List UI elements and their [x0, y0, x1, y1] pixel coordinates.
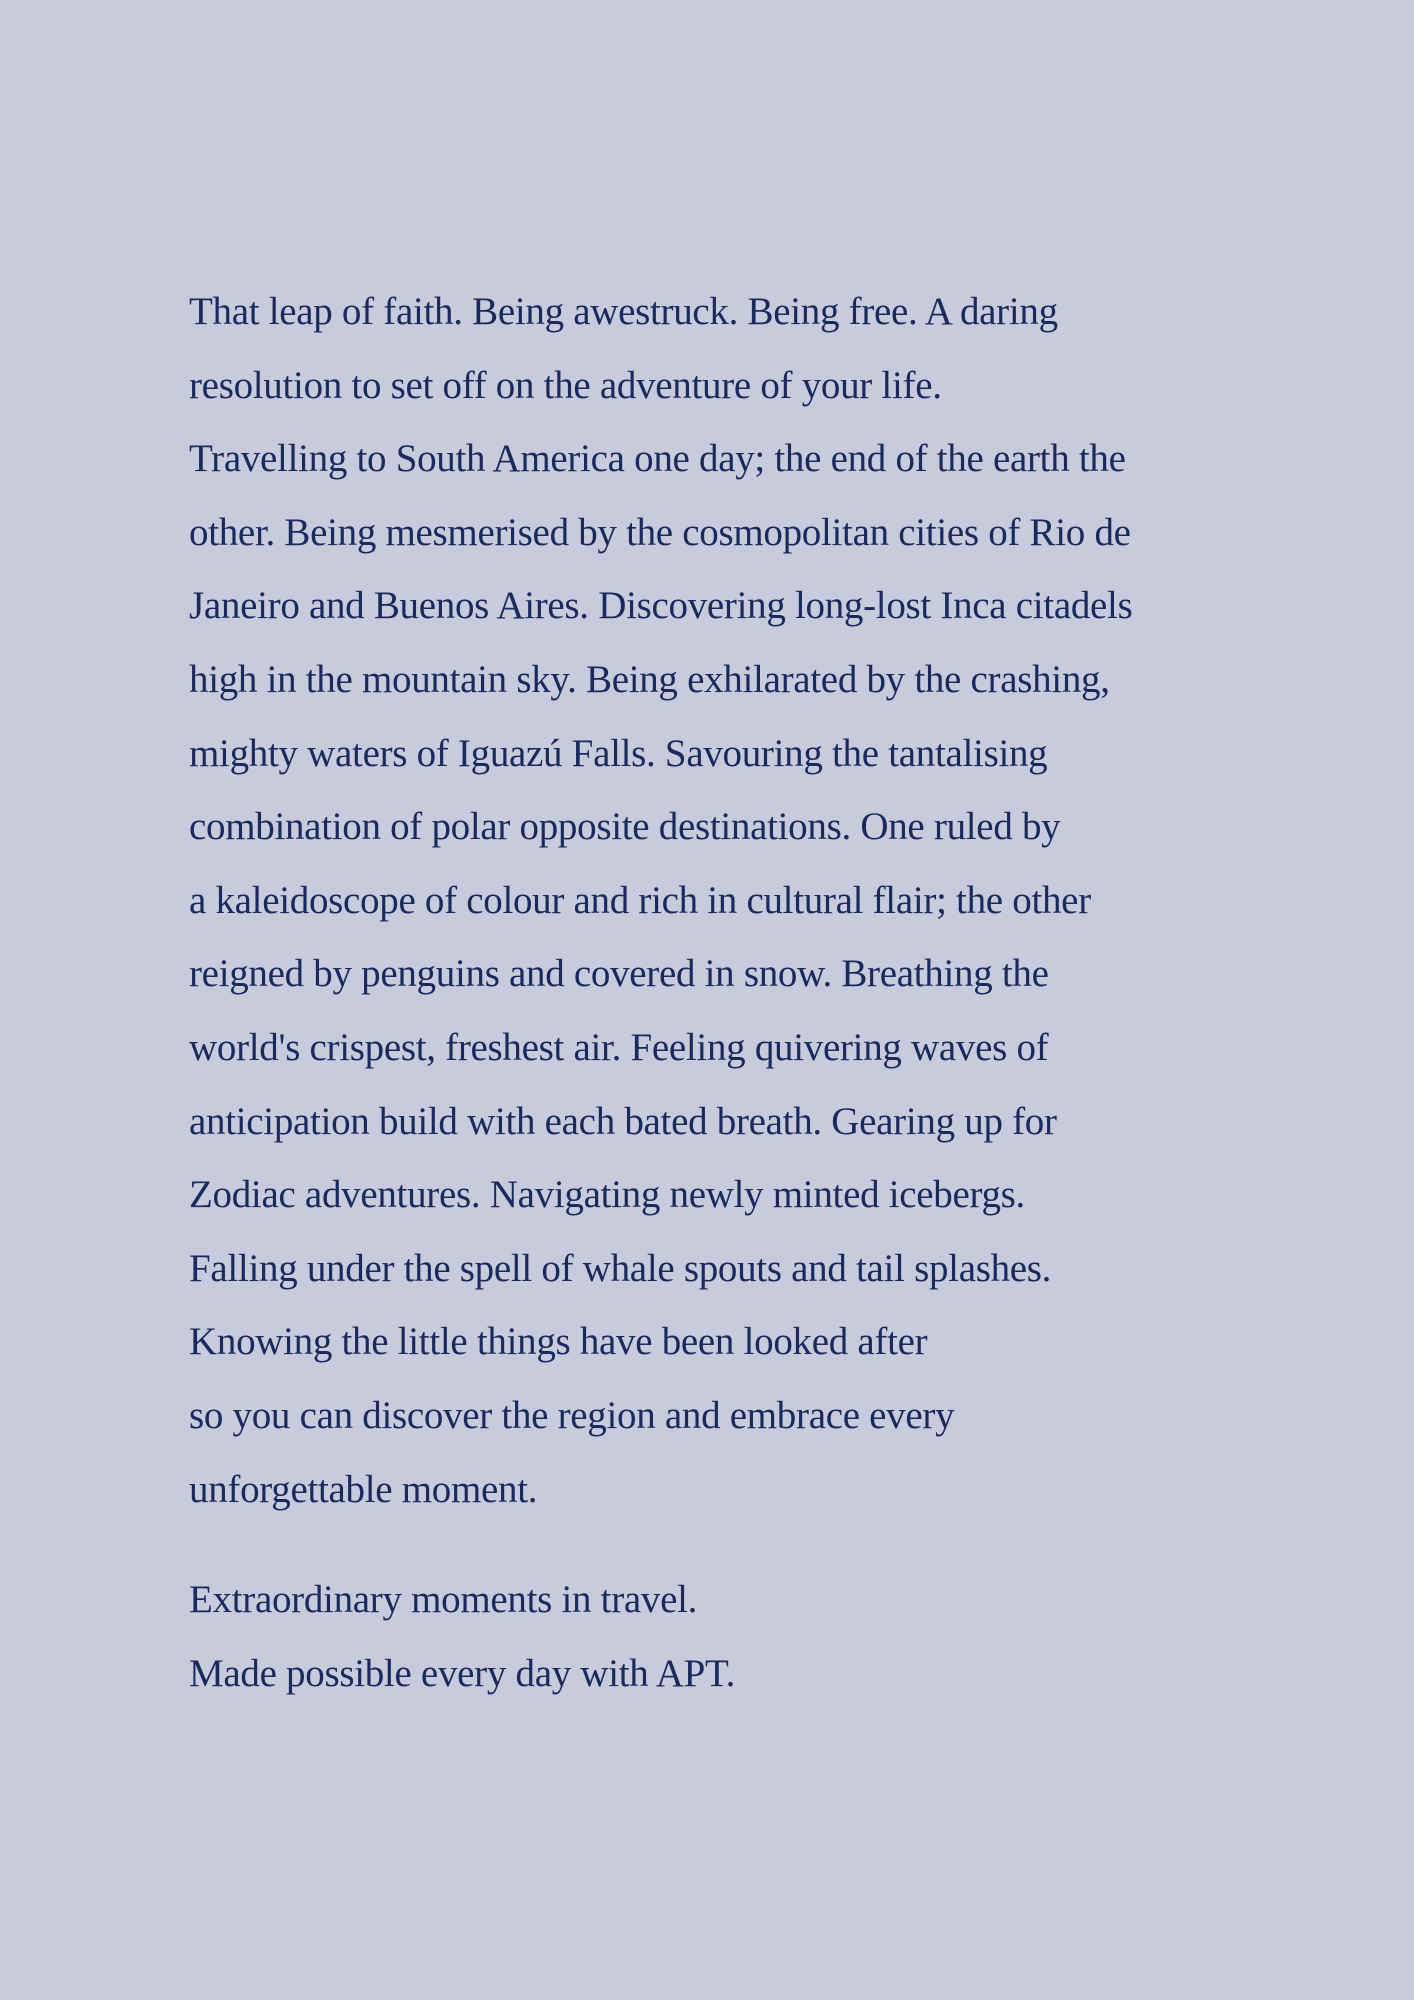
body-line: so you can discover the region and embrace every — [189, 1393, 955, 1437]
body-line: other. Being mesmerised by the cosmopolitan cities of Rio de — [189, 510, 1131, 554]
body-line: Travelling to South America one day; the end of the earth the — [189, 437, 1126, 481]
body-line: anticipation build with each bated breath. Gearing up for — [189, 1099, 1057, 1143]
body-line: That leap of faith. Being awestruck. Being free. A daring — [189, 290, 1058, 333]
body-line: Zodiac adventures. Navigating newly minted icebergs. — [189, 1173, 1026, 1217]
tagline — [189, 1563, 1249, 1710]
body-line: a kaleidoscope of colour and rich in cultural flair; the other — [189, 878, 1091, 922]
body-line: world's crispest, freshest air. Feeling quivering waves of — [189, 1025, 1049, 1069]
tagline-line: Extraordinary moments in travel. — [189, 1578, 698, 1622]
body-line: high in the mountain sky. Being exhilarated by the crashing, — [189, 657, 1110, 701]
body-line: resolution to set off on the adventure of your life. — [189, 363, 942, 407]
body-line: combination of polar opposite destinations. One ruled by — [189, 805, 1061, 849]
body-line: Janeiro and Buenos Aires. Discovering long-lost Inca citadels — [189, 584, 1133, 628]
body-line: mighty waters of Iguazú Falls. Savouring the tantalising — [189, 731, 1048, 775]
body-paragraph — [189, 275, 1249, 1526]
body-line: unforgettable moment. — [189, 1467, 538, 1511]
document-page — [189, 275, 1249, 1710]
body-line: Falling under the spell of whale spouts and tail splashes. — [189, 1246, 1052, 1290]
body-line: reigned by penguins and covered in snow. Breathing the — [189, 952, 1049, 996]
tagline-line: Made possible every day with APT. — [189, 1651, 736, 1695]
body-line: Knowing the little things have been looked after — [189, 1320, 928, 1364]
